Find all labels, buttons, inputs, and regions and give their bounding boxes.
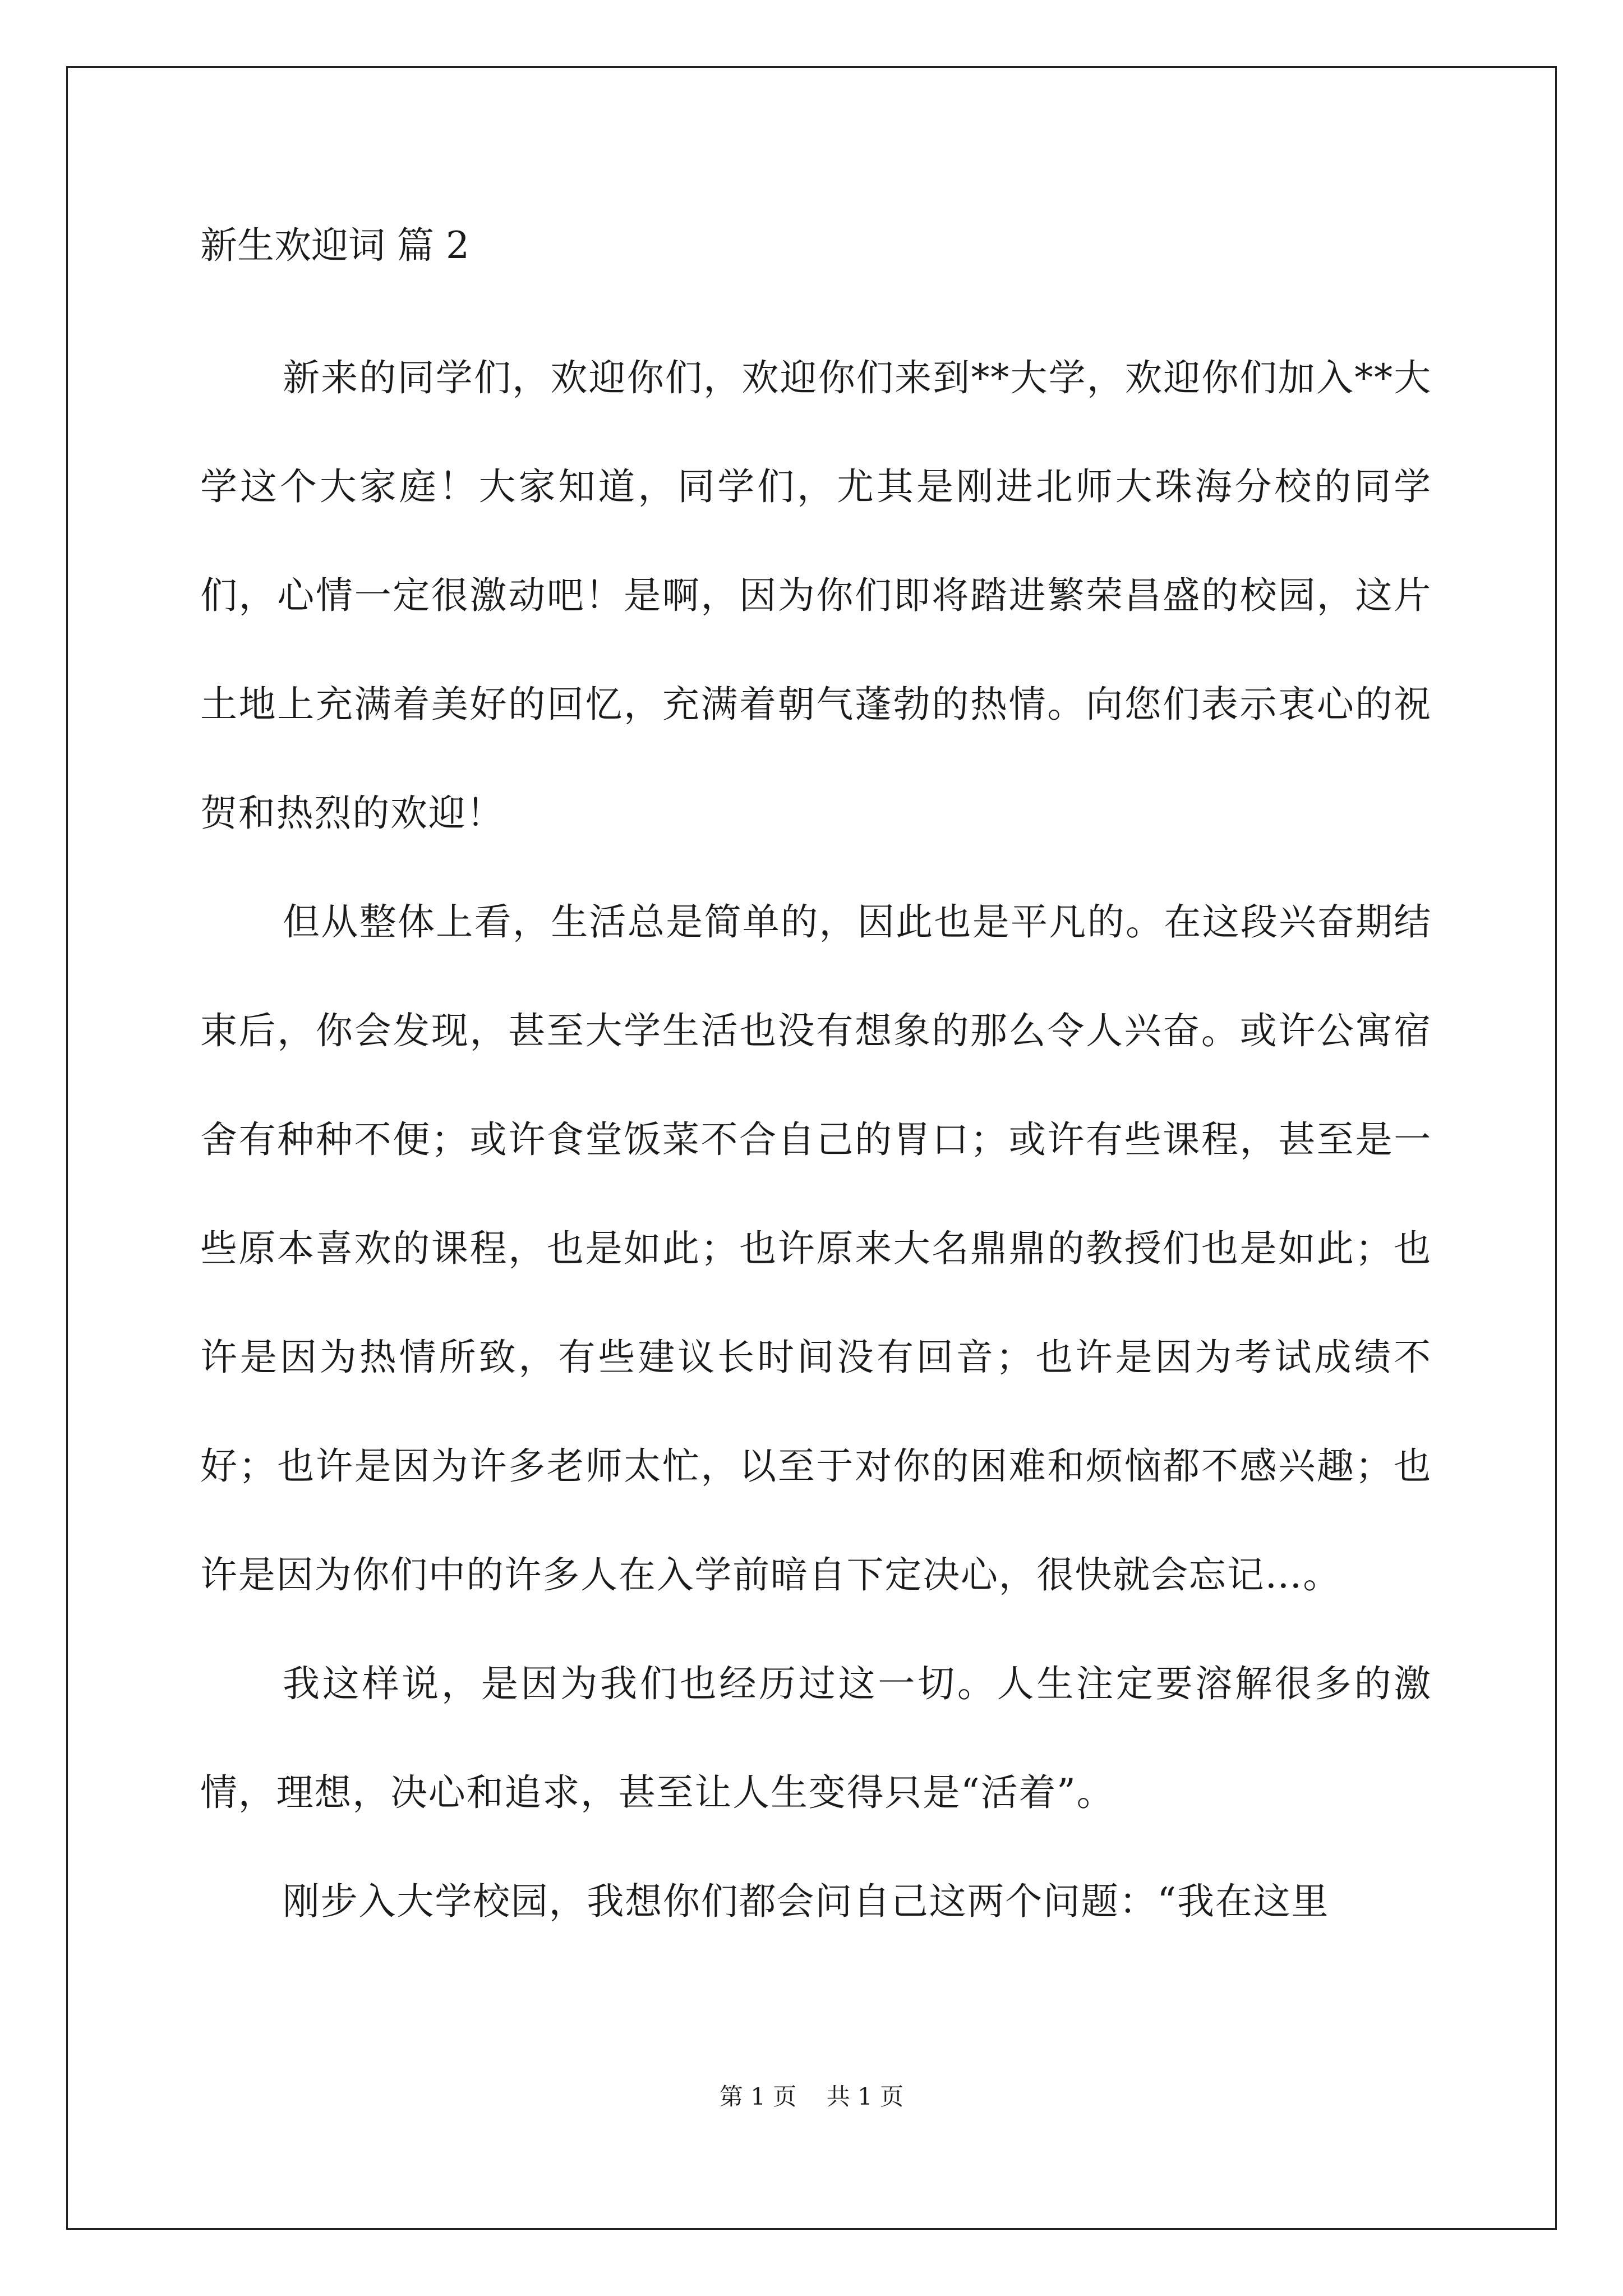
paragraph-questions: 刚步入大学校园，我想你们都会问自己这两个问题：“我在这里 <box>283 1880 1330 1923</box>
paragraph-experience: 我这样说，是因为我们也经历过这一切。人生注定要溶解很多的激情，理想，决心和追求，甚至让人生变得只是“活着”。 <box>200 1662 1432 1814</box>
paragraph-college-life: 但从整体上看，生活总是简单的，因此也是平凡的。在这段兴奋期结束后，你会发现，甚至大学生活也没有想象的那么令人兴奋。或许公寓宿舍有种种不便；或许食堂饭菜不合自己的胃口；或许有些课程，甚至是一些原本喜欢的课程，也是如此；也许原来大名鼎鼎的教授们也是如此；也许是因为热情所致，有些建议长时间没有回音；也许是因为考试成绩不好；也许是因为许多老师太忙，以至于对你的困难和烦恼都不感兴趣；也许是因为你们中的许多人在入学前暗自下定决心，很快就会忘记…。 <box>200 900 1432 1596</box>
document-body <box>200 222 1432 1956</box>
paragraph-welcome: 新来的同学们，欢迎你们，欢迎你们来到**大学，欢迎你们加入**大学这个大家庭！大家知道，同学们，尤其是刚进北师大珠海分校的同学们，心情一定很激动吧！是啊，因为你们即将踏进繁荣昌盛的校园，这片土地上充满着美好的回忆，充满着朝气蓬勃的热情。向您们表示衷心的祝贺和热烈的欢迎！ <box>200 356 1432 835</box>
page-footer: 第 1 页 共 1 页 <box>719 2083 904 2110</box>
document-title: 新生欢迎词 篇 2 <box>200 224 469 267</box>
